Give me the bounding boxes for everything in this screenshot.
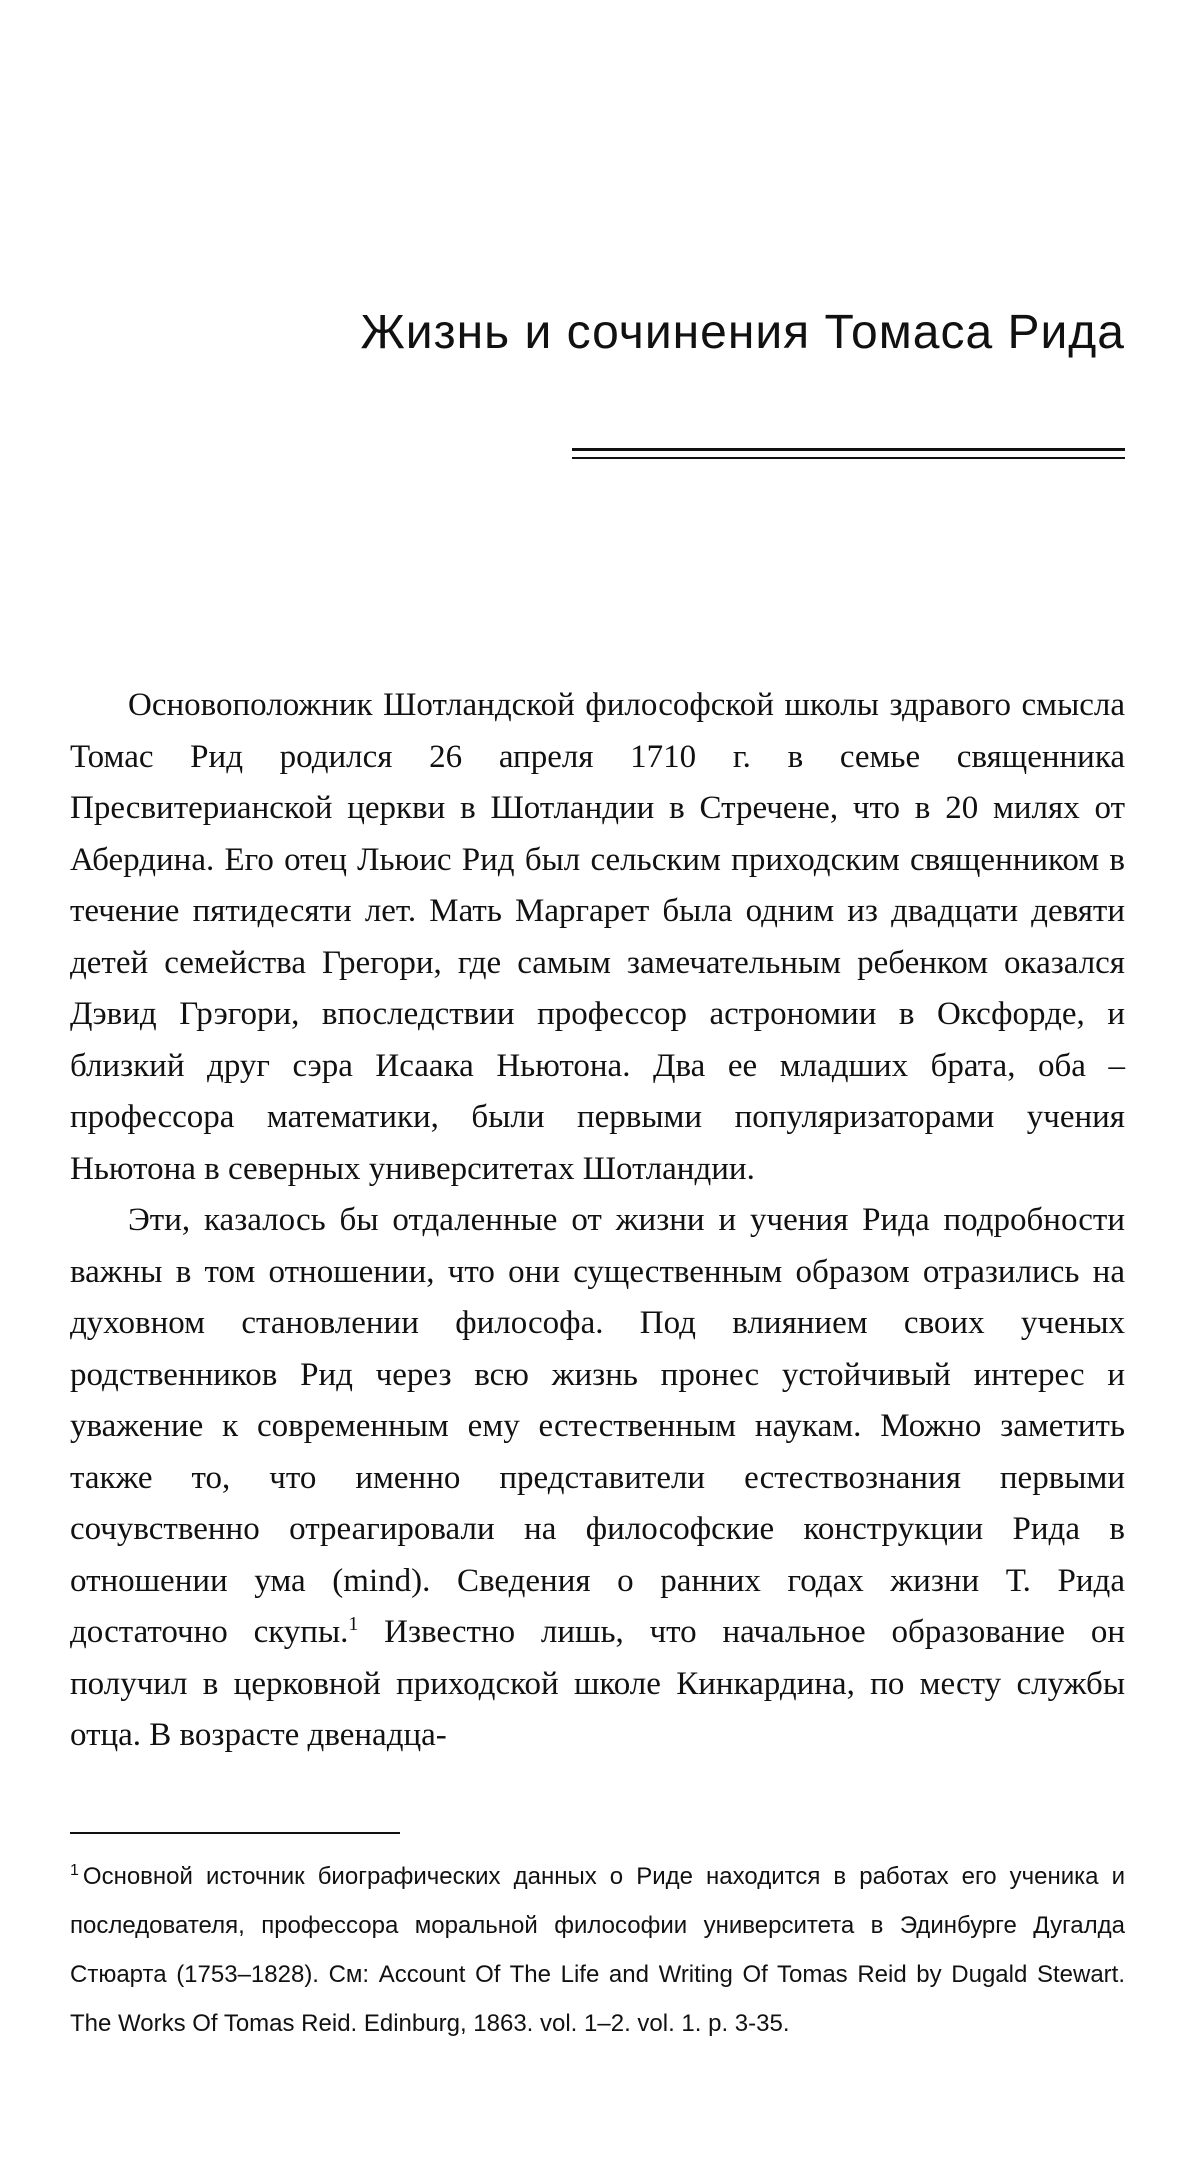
footnote-text: Основной источник биографических данных о Риде находится в работах его ученика и последователя, профессора моральной философии университета в Эдинбурге Дугалда Стюарта (1753–1828). См: Account Of The Life and Writing Of Tomas Reid by Dugald Stewart. The Works Of Tomas Reid. Edinburg, 1863. vol. 1–2. vol. 1. p. 3-35.: [70, 1863, 1125, 2037]
footnote-number: 1: [70, 1862, 79, 1879]
title-rule-thin: [572, 457, 1125, 459]
paragraph: Основоположник Шотландской философской школы здравого смысла Томас Рид родился 26 апреля 1710 г. в семье священника Пресвитерианской церкви в Шотландии в Стречене, что в 20 милях от Абердина. Его отец Льюис Рид был сельским приходским священником в течение пятидесяти лет. Мать Маргарет была одним из двадцати девяти детей семейства Грегори, где самым замечательным ребенком оказался Дэвид Грэгори, впоследствии профессор астрономии в Оксфорде, и близкий друг сэра Исаака Ньютона. Два ее младших брата, оба – профессора математики, были первыми популяризаторами учения Ньютона в северных университетах Шотландии.: [70, 687, 1125, 1187]
paragraph-text: Эти, казалось бы отдаленные от жизни и учения Рида подробности важны в том отношении, что они существенным образом отразились на духовном становлении философа. Под влиянием своих ученых родственников Рид через всю жизнь пронес устойчивый интерес и уважение к современным ему естественным наукам. Можно заметить также то, что именно представители естествознания первыми сочувственно отреагировали на философские конструкции Рида в отношении ума (mind). Сведения о ранних годах жизни Т. Рида достаточно скупы.: [70, 1202, 1125, 1650]
footnote: [70, 1852, 1125, 2048]
paragraph: [70, 1195, 1125, 1762]
main-text: [70, 680, 1125, 1762]
footnote-divider: [70, 1832, 400, 1834]
title-rule: [572, 448, 1125, 451]
chapter-title: Жизнь и сочинения Томаса Рида: [360, 306, 1125, 359]
footnote-reference[interactable]: 1: [348, 1613, 359, 1635]
paragraph-text: Известно лишь, что начальное образование он получил в церковной приходской школе Кинкардина, по месту службы отца. В возрасте двенадца-: [70, 1614, 1126, 1753]
